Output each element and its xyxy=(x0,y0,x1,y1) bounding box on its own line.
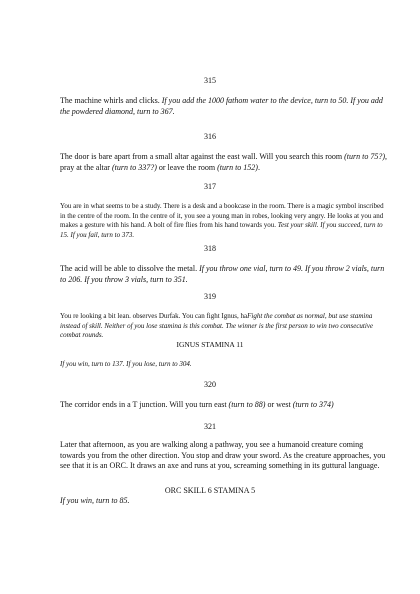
section-320-narrative: The corridor ends in a T junction. Will you turn east xyxy=(60,400,227,409)
section-316-choice-search: (turn to 75?) xyxy=(344,152,385,161)
section-317-narrative: You are in what seems to be a study. There is a desk and a bookcase in the room. There is a magic symbol inscribed in the centre of the room. In the centre of it, you see a young man in robes, looking very angry. He looks at you and makes a gesture with his hand. A bolt of fire flies from his hand towards you. xyxy=(60,202,384,229)
section-316-text-3: or leave the room xyxy=(158,162,216,172)
section-320-text-2: or west xyxy=(267,400,291,409)
section-321-outcome-text: If you win, turn to 85. xyxy=(60,496,130,505)
section-318-choice: If you throw one vial, turn to 49. If you throw 2 vials, turn to 206. If you throw 3 vials, turn to 351. xyxy=(60,264,385,284)
section-316-text-4: . xyxy=(257,162,260,172)
section-321-text xyxy=(60,440,388,472)
section-319-outcome-text: If you win, turn to 137. If you lose, turn to 304. xyxy=(60,360,192,368)
section-321-outcome xyxy=(60,496,388,507)
section-number-318: 318 xyxy=(204,244,216,253)
section-316-choice-leave: (turn to 152) xyxy=(217,162,258,172)
section-316-choice-pray: (turn to 337?) xyxy=(111,162,157,172)
section-319-outcome xyxy=(60,360,388,370)
section-318-narrative: The acid will be able to dissolve the metal. xyxy=(60,264,198,273)
section-315-choice: If you add the 1000 fathom water to the device, turn to 50. If you add the powdered diamond, turn to 367. xyxy=(60,96,383,116)
section-320-choice-east: (turn to 88) xyxy=(228,400,266,409)
section-319-text xyxy=(60,312,388,341)
ignus-stat-line: IGNUS STAMINA 11 xyxy=(176,340,244,349)
section-319-combat-rules: Fight the combat as normal, but use stamina instead of skill. Neither of you lose stamina is this combat. The winner is the first person to win two consecutive combat rounds. xyxy=(60,312,374,339)
section-319-narrative: You re looking a bit lean. observes Durfak. You can fight Ignus, ha xyxy=(60,312,248,320)
section-317-text xyxy=(60,202,388,240)
section-318-text xyxy=(60,264,388,285)
section-number-321: 321 xyxy=(204,422,216,431)
orc-stat-line: ORC SKILL 6 STAMINA 5 xyxy=(164,486,256,495)
section-number-320: 320 xyxy=(204,380,216,389)
section-number-319: 319 xyxy=(204,292,216,301)
section-320-choice-west: (turn to 374) xyxy=(292,400,334,409)
section-315-text xyxy=(60,96,388,117)
section-316-text-2: , pray at the altar xyxy=(60,152,387,172)
section-316-narrative: The door is bare apart from a small altar against the east wall. Will you search this room xyxy=(60,152,343,161)
section-315-narrative: The machine whirls and clicks. xyxy=(60,96,160,105)
section-number-315: 315 xyxy=(204,76,216,85)
section-321-narrative: Later that afternoon, as you are walking along a pathway, you see a humanoid creature coming towards you from the other direction. You stop and draw your sword. As the creature approaches, you see that it is an ORC. It draws an axe and runs at you, screaming something in its guttural language. xyxy=(60,440,386,470)
section-316-text xyxy=(60,152,388,173)
section-317-choice: Test your skill. If you succeed, turn to 15. If you fail, turn to 373. xyxy=(60,221,383,239)
section-320-text xyxy=(60,400,388,411)
section-number-317: 317 xyxy=(204,182,216,191)
section-number-316: 316 xyxy=(204,132,216,141)
